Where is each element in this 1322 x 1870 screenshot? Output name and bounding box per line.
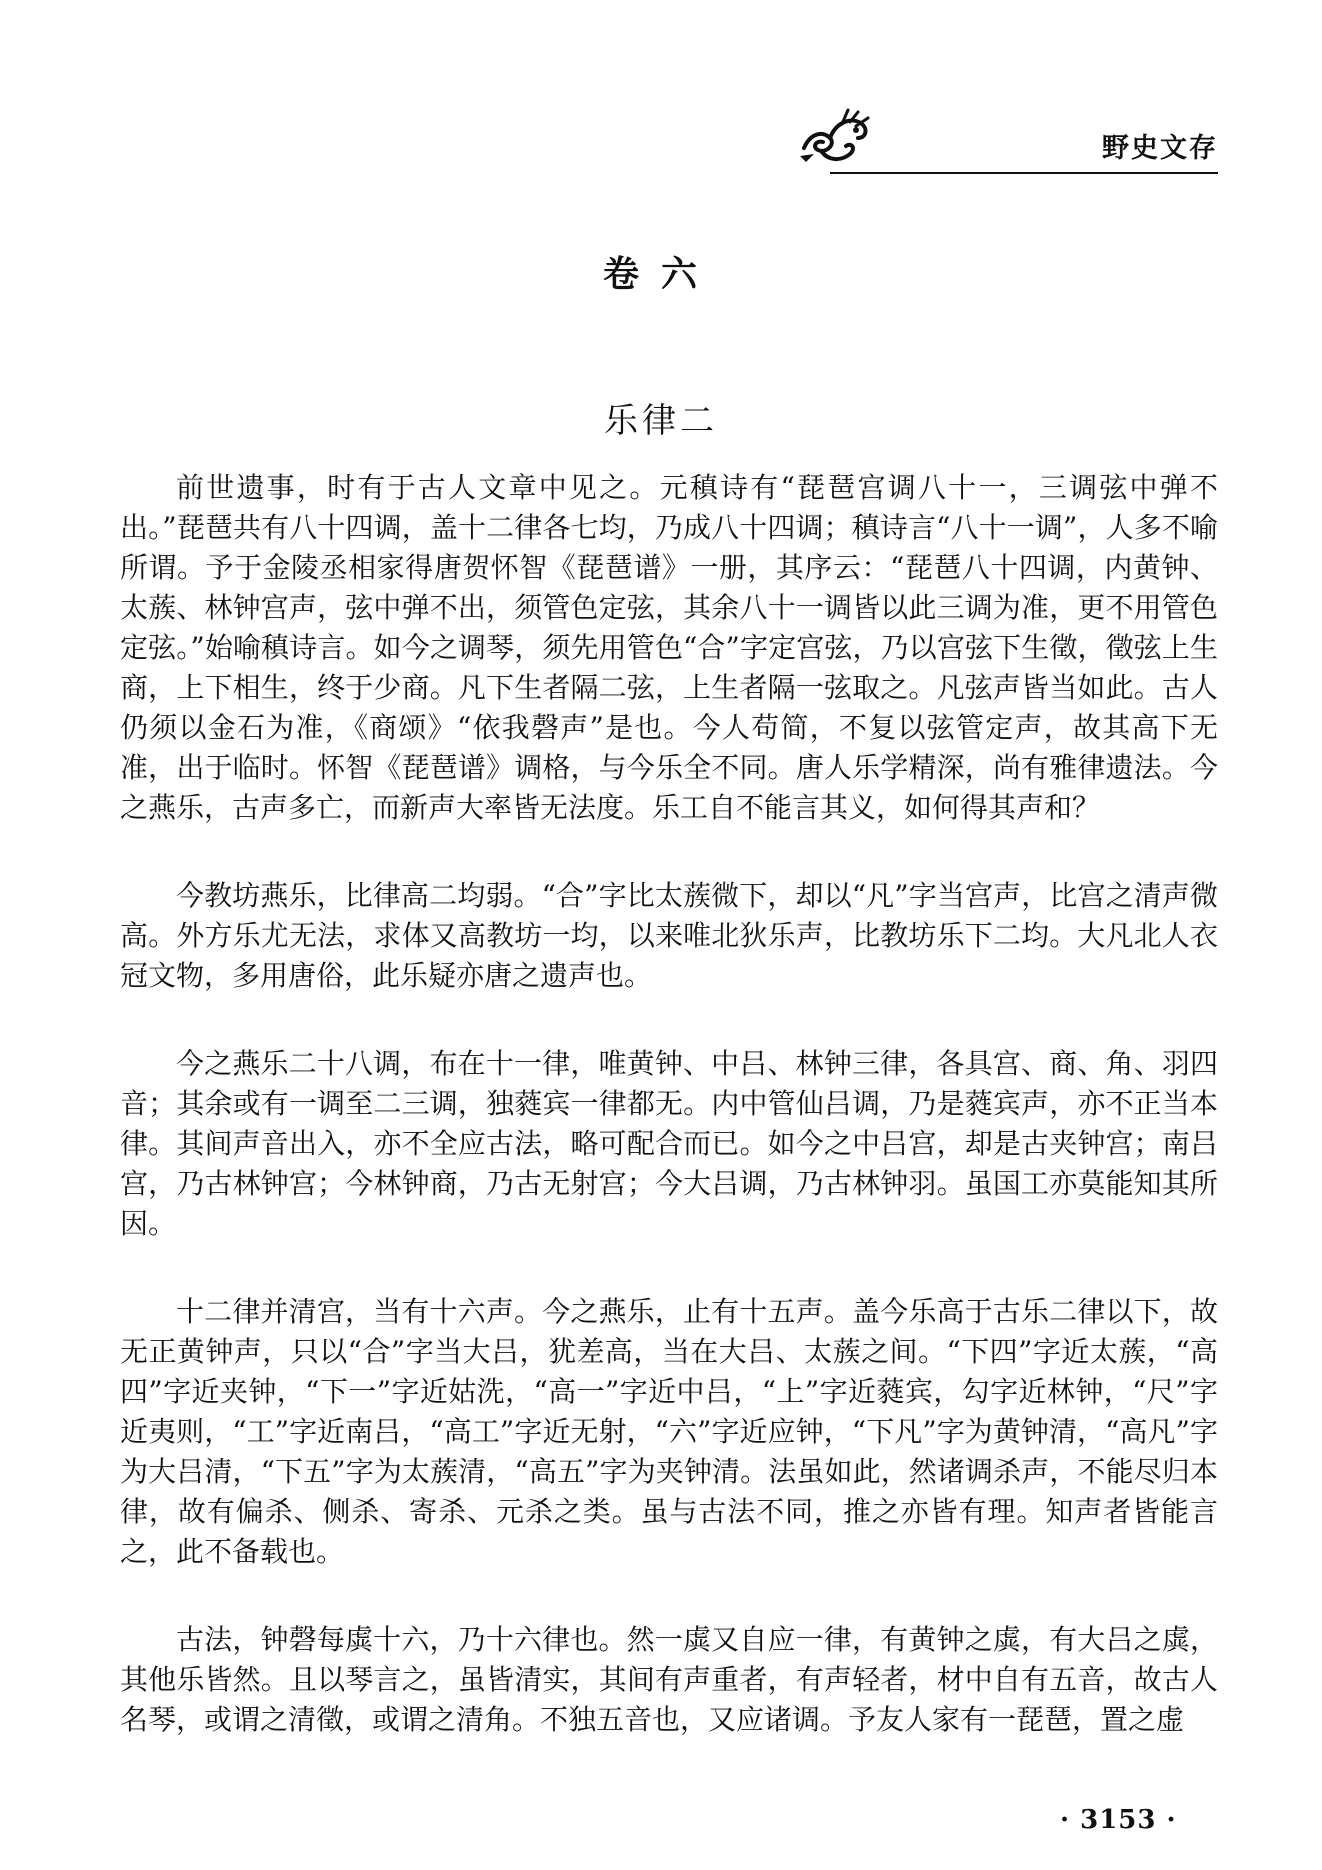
body-text xyxy=(120,468,1218,1788)
section-title: 乐律二 xyxy=(604,401,718,441)
paragraph: 前世遗事，时有于古人文章中见之。元稹诗有“琵琶宫调八十一，三调弦中弹不出。”琵琶共有八十四调，盖十二律各七均，乃成八十四调；稹诗言“八十一调”，人多不喻所谓。予于金陵丞相家得唐贺怀智《琵琶谱》一册，其序云：“琵琶八十四调，内黄钟、太蔟、林钟宫声，弦中弹不出，须管色定弦，其余八十一调皆以此三调为准，更不用管色定弦。”始喻稹诗言。如今之调琴，须先用管色“合”字定宫弦，乃以宫弦下生徵，徵弦上生商，上下相生，终于少商。凡下生者隔二弦，上生者隔一弦取之。凡弦声皆当如此。古人仍须以金石为准，《商颂》“依我磬声”是也。今人苟简，不复以弦管定声，故其高下无准，出于临时。怀智《琵琶谱》调格，与今乐全不同。唐人乐学精深，尚有雅律遗法。今之燕乐，古声多亡，而新声大率皆无法度。乐工自不能言其义，如何得其声和？ xyxy=(120,471,1218,824)
dragon-emblem-icon xyxy=(796,104,874,168)
series-name: 野史文存 xyxy=(1102,133,1218,164)
header-rule xyxy=(830,172,1218,174)
paragraph: 今之燕乐二十八调，布在十一律，唯黄钟、中吕、林钟三律，各具宫、商、角、羽四音；其余或有一调至二三调，独蕤宾一律都无。内中管仙吕调，乃是蕤宾声，亦不正当本律。其间声音出入，亦不全应古法，略可配合而已。如今之中吕宫，却是古夹钟宫；南吕宫，乃古林钟宫；今林钟商，乃古无射宫；今大吕调，乃古林钟羽。虽国工亦莫能知其所因。 xyxy=(120,1047,1218,1240)
volume-title: 卷六 xyxy=(602,254,719,295)
running-header xyxy=(0,0,1322,180)
paragraph: 十二律并清宫，当有十六声。今之燕乐，止有十五声。盖今乐高于古乐二律以下，故无正黄钟声，只以“合”字当大吕，犹差高，当在大吕、太蔟之间。“下四”字近太蔟，“高四”字近夹钟，“下一”字近姑洗，“高一”字近中吕，“上”字近蕤宾，勾字近林钟，“尺”字近夷则，“工”字近南吕，“高工”字近无射，“六”字近应钟，“下凡”字为黄钟清，“高凡”字为大吕清，“下五”字为太蔟清，“高五”字为夹钟清。法虽如此，然诸调杀声，不能尽归本律，故有偏杀、侧杀、寄杀、元杀之类。虽与古法不同，推之亦皆有理。知声者皆能言之，此不备载也。 xyxy=(120,1295,1218,1568)
paragraph: 今教坊燕乐，比律高二均弱。“合”字比太蔟微下，却以“凡”字当宫声，比宫之清声微高。外方乐尤无法，求体又高教坊一均，以来唯北狄乐声，比教坊乐下二均。大凡北人衣冠文物，多用唐俗，此乐疑亦唐之遗声也。 xyxy=(120,879,1218,992)
paragraph: 古法，钟磬每虡十六，乃十六律也。然一虡又自应一律，有黄钟之虡，有大吕之虡，其他乐皆然。且以琴言之，虽皆清实，其间有声重者，有声轻者，材中自有五音，故古人名琴，或谓之清徵，或谓之清角。不独五音也，又应诸调。予友人家有一琵琶，置之虚 xyxy=(120,1623,1218,1736)
page-number: · 3153 · xyxy=(1060,1805,1177,1835)
